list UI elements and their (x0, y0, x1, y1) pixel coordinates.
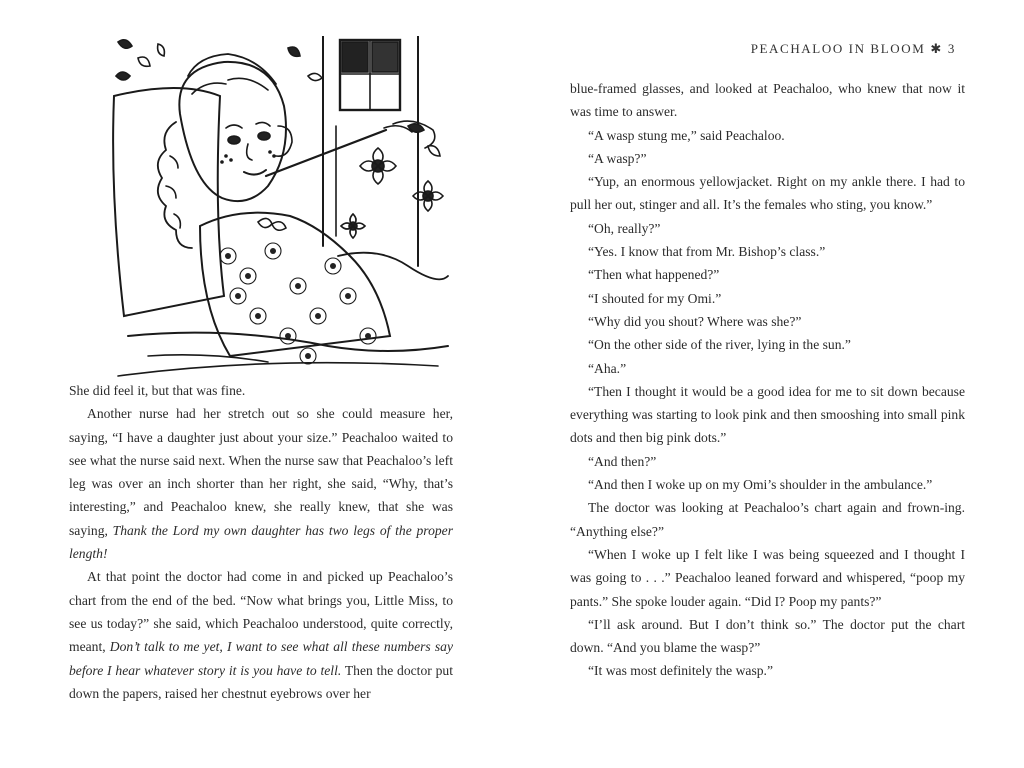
paragraph (570, 333, 965, 356)
page-number: 3 (947, 41, 956, 56)
italic-text: Thank the Lord my own daughter has two legs of the proper length! (69, 522, 453, 562)
text-run: “Oh, really?” (588, 220, 661, 236)
paragraph (570, 310, 965, 333)
paragraph (570, 287, 965, 310)
paragraph (570, 263, 965, 286)
paragraph (570, 77, 965, 124)
paragraph (570, 170, 965, 217)
text-run: “Yup, an enormous yellowjacket. Right on my ankle there. I had to pull her out, stinger and all. It’s the females who sting, you know.” (570, 174, 965, 213)
paragraph (570, 613, 965, 660)
text-run: “Why did you shout? Where was she?” (588, 313, 802, 329)
paragraph (570, 473, 965, 496)
text-run: “Then what happened?” (588, 267, 720, 283)
text-run: “I’ll ask around. But I don’t think so.” The doctor put the chart down. “And you blame the wasp?” (570, 616, 965, 656)
paragraph (69, 402, 453, 565)
paragraph (570, 543, 965, 613)
running-title: PEACHALOO IN BLOOM (750, 41, 926, 56)
paragraph (570, 450, 965, 473)
paragraph (570, 240, 965, 263)
paragraph (570, 217, 965, 240)
text-run: “I shouted for my Omi.” (588, 290, 722, 306)
paragraph (570, 496, 965, 543)
text-run: “On the other side of the river, lying in the sun.” (588, 337, 851, 353)
italic-text: Don’t talk to me yet, I want to see what all these numbers say before I hear whatever story it is you have to tell. (69, 639, 453, 678)
text-run: “Yes. I know that from Mr. Bishop’s class.” (588, 244, 826, 260)
asterisk-icon: ✱ (930, 41, 943, 56)
text-run: “Aha.” (588, 360, 627, 376)
left-page-text (69, 379, 453, 705)
paragraph (570, 147, 965, 170)
text-run: “A wasp?” (588, 150, 647, 166)
text-run: “And then I woke up on my Omi’s shoulder in the ambulance.” (588, 477, 933, 493)
text-run: Then the doctor put down the papers, raised her chestnut eyebrows over her (69, 662, 453, 701)
paragraph (69, 379, 453, 402)
paragraph (570, 357, 965, 380)
text-run: “A wasp stung me,” said Peachaloo. (588, 127, 785, 143)
paragraph (570, 124, 965, 147)
text-run: She did feel it, but that was fine. (69, 383, 246, 398)
text-run: The doctor was looking at Peachaloo’s chart again and frown-ing. “Anything else?” (570, 500, 965, 539)
right-page (512, 0, 1024, 768)
text-run: At that point the doctor had come in and picked up Peachaloo’s chart from the end of the bed. “Now what brings you, Little Miss, to see us today?” she said, which Peachaloo understood, quite correctly, meant, (69, 569, 453, 655)
text-run: “And then?” (588, 453, 657, 469)
right-page-text (570, 77, 965, 683)
text-run: blue-framed glasses, and looked at Peachaloo, who knew that now it was time to answer. (570, 81, 965, 120)
text-run: Another nurse had her stretch out so she could measure her, saying, “I have a daughter just about your size.” Peachaloo waited to see what the nurse said next. When the nurse saw that Peachaloo’s left leg was over an inch shorter than her right, she said, “Why, that’s interesting,” and Peachaloo knew, she really knew, that she was saying, (69, 406, 453, 538)
girl-in-hospital-bed-illustration (108, 36, 453, 386)
text-run: “It was most definitely the wasp.” (588, 663, 773, 679)
text-run: “When I woke up I felt like I was being squeezed and I thought I was going to . . .” Peachaloo leaned forward and whispered, “poop my pants.” She spoke louder again. “Did I? Poop my pants?” (570, 546, 965, 609)
running-header (751, 41, 956, 57)
paragraph (69, 565, 453, 705)
paragraph (570, 659, 965, 682)
text-run: “Then I thought it would be a good idea for me to sit down because everything was starting to look pink and then smooshing into small pink dots and then big pink dots.” (570, 383, 965, 446)
paragraph (570, 380, 965, 450)
